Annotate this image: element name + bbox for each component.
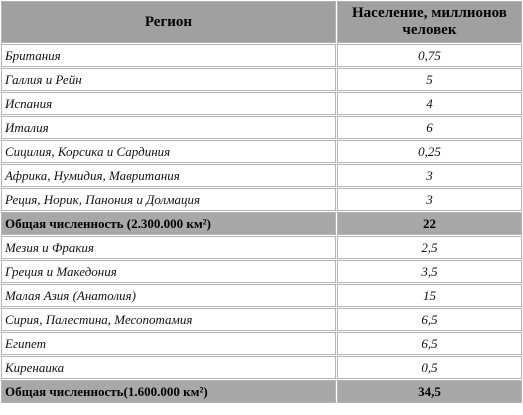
table-row xyxy=(1,332,522,355)
table-row xyxy=(1,236,522,259)
population-cell: 15 xyxy=(337,284,522,307)
region-cell: Реция, Норик, Панония и Долмация xyxy=(1,188,336,211)
table-row xyxy=(1,44,522,67)
table-row xyxy=(1,308,522,331)
total-row xyxy=(1,212,522,235)
region-cell: Мезия и Фракия xyxy=(1,236,336,259)
table-row xyxy=(1,356,522,379)
population-cell: 0,25 xyxy=(337,140,522,163)
table-row xyxy=(1,188,522,211)
region-cell: Галлия и Рейн xyxy=(1,68,336,91)
region-cell: Италия xyxy=(1,116,336,139)
table-row xyxy=(1,260,522,283)
population-cell: 2,5 xyxy=(337,236,522,259)
region-cell: Малая Азия (Анатолия) xyxy=(1,284,336,307)
total-value-cell: 22 xyxy=(337,212,522,235)
population-cell: 0,5 xyxy=(337,356,522,379)
region-cell: Египет xyxy=(1,332,336,355)
region-column-header: Регион xyxy=(1,1,336,43)
population-cell: 0,75 xyxy=(337,44,522,67)
region-cell: Испания xyxy=(1,92,336,115)
table-row xyxy=(1,140,522,163)
total-label-cell: Общая численность(1.600.000 км²) xyxy=(1,380,336,403)
total-value-cell: 34,5 xyxy=(337,380,522,403)
table-row xyxy=(1,116,522,139)
header-row xyxy=(1,1,522,43)
population-column-header: Население, миллионов человек xyxy=(337,1,522,43)
population-cell: 4 xyxy=(337,92,522,115)
population-cell: 3,5 xyxy=(337,260,522,283)
region-cell: Африка, Нумидия, Мавритания xyxy=(1,164,336,187)
table-row xyxy=(1,164,522,187)
region-cell: Британия xyxy=(1,44,336,67)
table-row xyxy=(1,92,522,115)
table-row xyxy=(1,284,522,307)
population-cell: 3 xyxy=(337,164,522,187)
population-cell: 3 xyxy=(337,188,522,211)
region-cell: Сицилия, Корсика и Сардиния xyxy=(1,140,336,163)
total-label-cell: Общая численность (2.300.000 км²) xyxy=(1,212,336,235)
total-row xyxy=(1,380,522,403)
table-row xyxy=(1,68,522,91)
population-cell: 6,5 xyxy=(337,332,522,355)
region-cell: Греция и Македония xyxy=(1,260,336,283)
region-cell: Киренаика xyxy=(1,356,336,379)
region-cell: Сирия, Палестина, Месопотамия xyxy=(1,308,336,331)
population-cell: 6,5 xyxy=(337,308,522,331)
population-cell: 5 xyxy=(337,68,522,91)
population-cell: 6 xyxy=(337,116,522,139)
